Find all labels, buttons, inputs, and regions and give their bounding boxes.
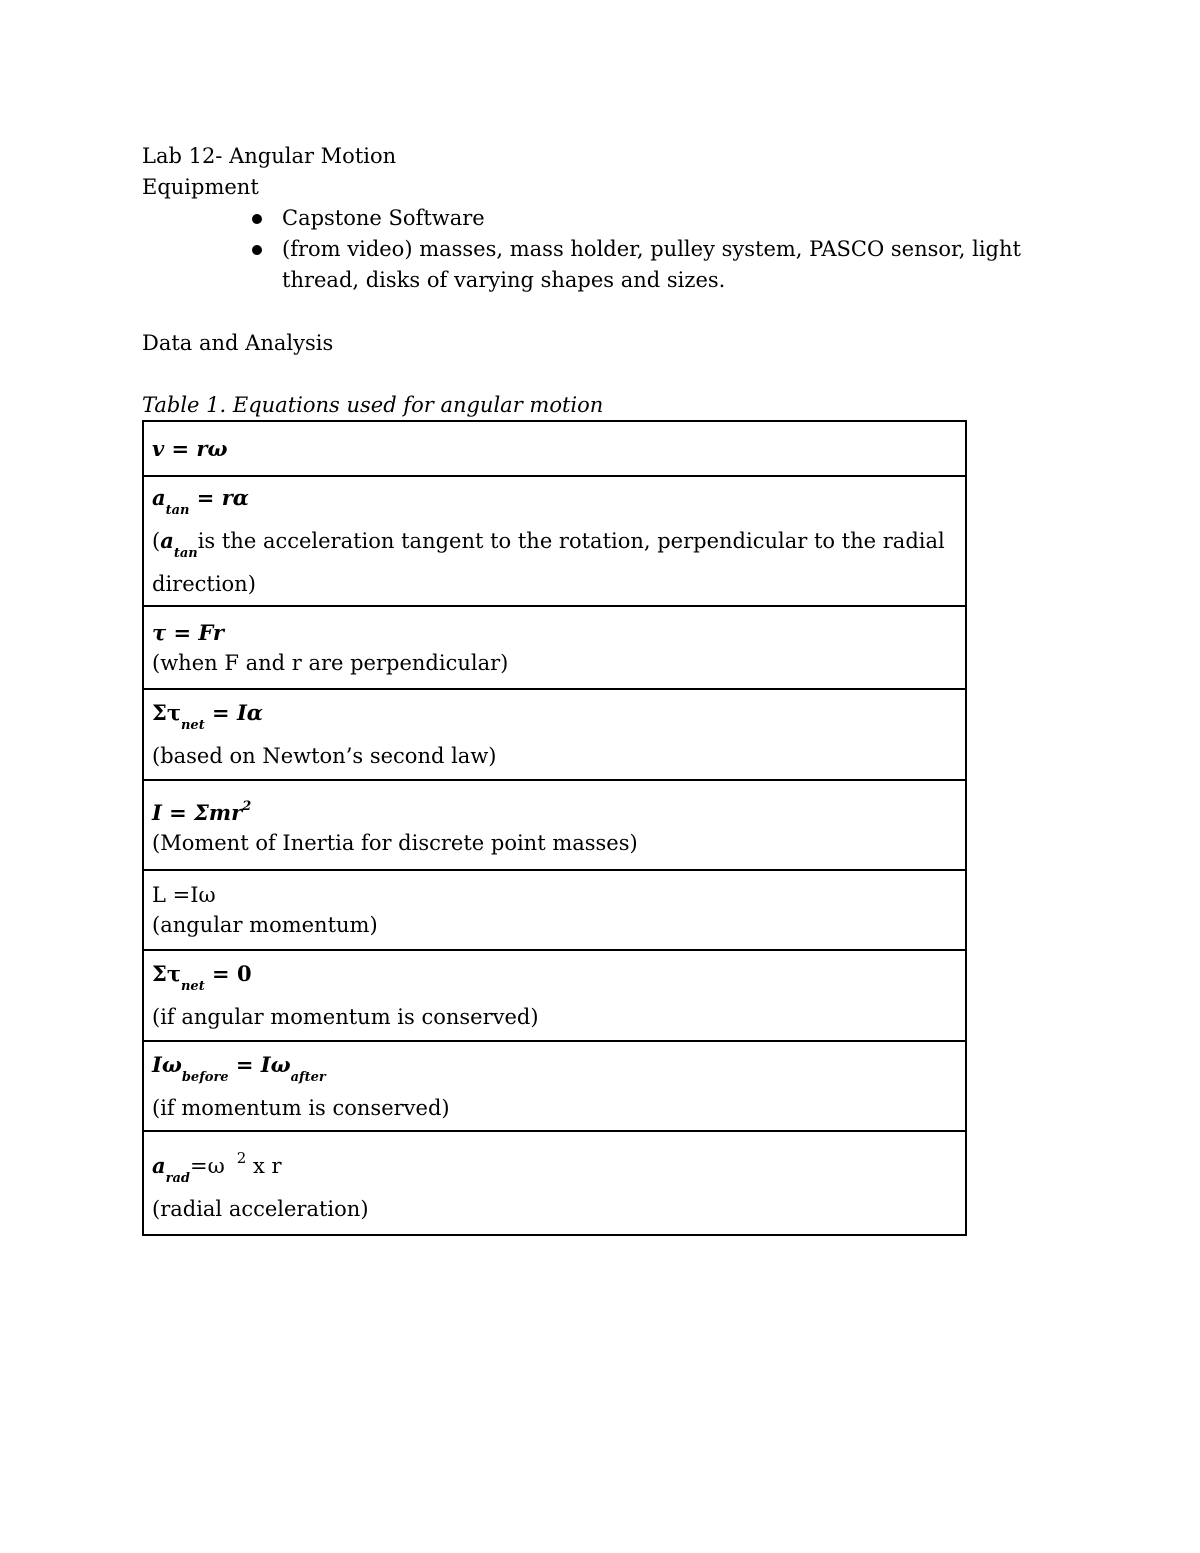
equation: $\Sigma\tau_{net} = 0$ [152,961,252,994]
table-row [143,689,966,780]
bullet-icon [252,214,262,224]
lab-title: Lab 12- Angular Motion [142,144,397,168]
list-item: Capstone Software [252,203,1032,234]
table-cell [143,606,966,689]
table-cell [143,476,966,606]
table-row [143,870,966,950]
equation-description: (radial acceleration) [152,1196,369,1221]
equation: $a_{rad}=\omega$ $^2$ x r [152,1148,282,1186]
table-row [143,421,966,476]
table-cell [143,1041,966,1131]
equation: $\Sigma\tau_{net} = I\alpha$ [152,700,263,733]
table-row [143,950,966,1041]
equation-description: ($a_{tan}is$ the acceleration tangent to the rotation, perpendicular to the radial direction) [152,528,945,596]
table-row [143,606,966,689]
equation: v = rω [152,435,228,461]
equation: $a_{tan} = r\alpha$ [152,485,249,518]
equation-description: (if angular momentum is conserved) [152,1005,539,1029]
equation: $I\omega_{before} = I\omega_{after}$ [152,1051,326,1085]
table-caption: Table 1. Equations used for angular motion [142,393,604,417]
table-row [143,780,966,870]
table-cell [143,780,966,870]
equipment-list [252,203,1032,296]
equation-description: (when F and r are perpendicular) [152,650,509,675]
table-cell [143,870,966,950]
bullet-icon [252,245,262,255]
table-row [143,1131,966,1235]
table-cell [143,689,966,780]
equations-table [142,420,967,1236]
equation-description: (based on Newton’s second law) [152,744,497,768]
equation: τ = Fr [152,619,224,645]
equation-description: (if momentum is conserved) [152,1095,450,1120]
table-cell [143,421,966,476]
equation-description: (angular momentum) [152,913,378,937]
table-row [143,1041,966,1131]
data-analysis-heading: Data and Analysis [142,331,334,355]
equation: I = Σmr$^2$ [152,799,252,825]
equipment-heading: Equipment [142,175,259,199]
table-cell [143,950,966,1041]
equation-description: (Moment of Inertia for discrete point masses) [152,831,638,855]
table-row [143,476,966,606]
list-item: (from video) masses, mass holder, pulley system, PASCO sensor, light thread, disks of varying shapes and sizes. [252,234,1032,296]
table-cell [143,1131,966,1235]
equation: L =Iω [152,883,216,907]
